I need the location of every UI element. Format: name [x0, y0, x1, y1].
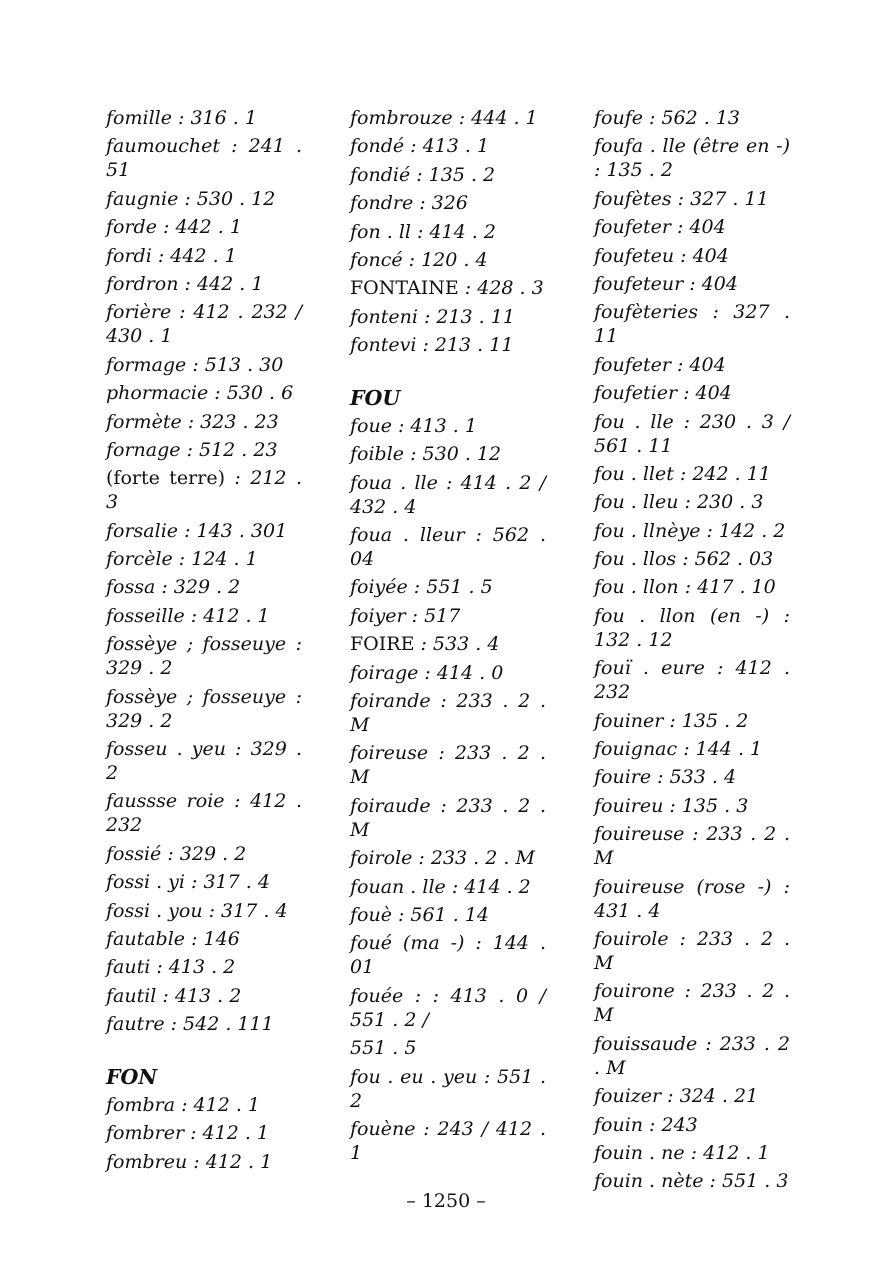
entry-text: foué (ma -) : 144 . 01: [350, 932, 546, 979]
entry-text: fon . ll : 414 . 2: [350, 220, 496, 243]
index-entry: [106, 604, 302, 628]
index-entry: [594, 353, 790, 377]
index-entry: [106, 927, 302, 951]
entry-text: fautable : 146: [106, 927, 240, 950]
index-entry: [106, 1150, 302, 1174]
entry-text: forcèle : 124 . 1: [106, 548, 258, 571]
index-entry: [106, 870, 302, 894]
entry-text: : 428 . 3: [458, 277, 544, 300]
index-entry: [594, 187, 790, 211]
index-entry: [594, 134, 790, 182]
entry-text: fou . llon (en -) : 132 . 12: [594, 604, 790, 651]
entry-text: foufetier : 404: [594, 382, 732, 405]
index-entry: [106, 353, 302, 377]
entry-text: fontevi : 213 . 11: [350, 334, 514, 357]
index-entry: [350, 442, 546, 466]
entry-text: fossié : 329 . 2: [106, 842, 247, 865]
entry-text: fouiner : 135 . 2: [594, 709, 749, 732]
entry-text: fouée : : 413 . 0 / 551 . 2 /: [350, 984, 546, 1031]
index-entry: [350, 794, 546, 842]
entry-text: fauti : 413 . 2: [106, 956, 236, 979]
index-entry: [350, 220, 546, 244]
index-entry: [350, 191, 546, 215]
entry-text: fouire : 533 . 4: [594, 766, 737, 789]
page-number: – 1250 –: [406, 1190, 486, 1212]
index-entry: [350, 523, 546, 571]
index-entry: [106, 842, 302, 866]
index-entry: [350, 163, 546, 187]
index-entry: [106, 955, 302, 979]
entry-text: faussse roie : 412 . 232: [106, 790, 302, 837]
index-entry: [350, 1036, 546, 1060]
section-spacer: [350, 362, 546, 386]
index-entry: [350, 305, 546, 329]
entry-text: fou . llnèye : 142 . 2: [594, 519, 786, 542]
entry-text: foua . lle : 414 . 2 / 432 . 4: [350, 471, 546, 518]
entry-text: foible : 530 . 12: [350, 443, 502, 466]
entry-text: fombra : 412 . 1: [106, 1093, 261, 1116]
index-entry: [594, 300, 790, 348]
entry-text: fomille : 316 . 1: [106, 107, 257, 129]
entry-text: fouène : 243 / 412 . 1: [350, 1117, 546, 1164]
entry-text: fordi : 442 . 1: [106, 244, 237, 267]
entry-text: fossi . you : 317 . 4: [106, 899, 288, 922]
index-entry: [594, 381, 790, 405]
entry-text: fouireuse (rose -) : 431 . 4: [594, 875, 790, 922]
entry-headword-roman: FOIRE: [350, 633, 415, 656]
entry-text: fordron : 442 . 1: [106, 272, 264, 295]
entry-text: fou . lleu : 230 . 3: [594, 491, 764, 514]
entry-text: fouignac : 144 . 1: [594, 738, 763, 761]
entry-text: foufeteu : 404: [594, 244, 729, 267]
index-entry: [106, 575, 302, 599]
entry-text: forde : 442 . 1: [106, 216, 242, 239]
index-entry: [594, 604, 790, 652]
entry-text: foufeter : 404: [594, 216, 726, 239]
entry-text: fouireuse : 233 . 2 . M: [594, 823, 790, 870]
index-entry: [350, 984, 546, 1032]
entry-text: fossi . yi : 317 . 4: [106, 871, 270, 894]
index-entry: [594, 1113, 790, 1137]
index-entry: [350, 333, 546, 357]
entry-text: fou . llos : 562 . 03: [594, 548, 774, 571]
index-entry: [594, 979, 790, 1027]
index-entry: [350, 632, 546, 656]
entry-text: fouin . ne : 412 . 1: [594, 1141, 770, 1164]
index-entry: [106, 1012, 302, 1036]
entry-text: foirage : 414 . 0: [350, 661, 504, 684]
index-column-2: [350, 106, 546, 1169]
entry-text: fornage : 512 . 23: [106, 438, 278, 461]
index-entry: [350, 741, 546, 789]
index-entry: [106, 899, 302, 923]
index-entry: [594, 927, 790, 975]
index-entry: [594, 215, 790, 239]
index-entry: [350, 1065, 546, 1113]
index-entry: [350, 414, 546, 438]
index-entry: [106, 272, 302, 296]
index-entry: [594, 519, 790, 543]
index-entry: [106, 789, 302, 837]
entry-text: foufèteries : 327 . 11: [594, 301, 790, 348]
entry-text: foufeteur : 404: [594, 272, 738, 295]
entry-text: foiraude : 233 . 2 . M: [350, 794, 546, 841]
index-entry: [594, 709, 790, 733]
index-entry: [106, 106, 302, 130]
index-entry: [594, 875, 790, 923]
index-entry: [594, 575, 790, 599]
index-entry: [594, 822, 790, 870]
entry-text: formage : 513 . 30: [106, 353, 284, 376]
entry-text: fou . lle : 230 . 3 / 561 . 11: [594, 410, 790, 457]
entry-text: foncé : 120 . 4: [350, 248, 488, 271]
index-entry: [106, 300, 302, 348]
index-column-3: [594, 106, 790, 1198]
index-column-1: [106, 106, 302, 1178]
entry-text: phormacie : 530 . 6: [106, 382, 294, 405]
index-entry: [594, 1141, 790, 1165]
index-entry: [594, 547, 790, 571]
index-entry: [350, 661, 546, 685]
index-entry: [594, 272, 790, 296]
section-spacer: [106, 1041, 302, 1065]
index-entry: [350, 689, 546, 737]
entry-text: fou . llon : 417 . 10: [594, 576, 776, 599]
entry-text: fouirone : 233 . 2 . M: [594, 980, 790, 1027]
index-entry: [594, 656, 790, 704]
index-entry: [594, 410, 790, 458]
index-entry: [106, 1093, 302, 1117]
index-entry: [106, 244, 302, 268]
index-entry: [106, 547, 302, 571]
entry-text: fossa : 329 . 2: [106, 576, 241, 599]
entry-text: foiyée : 551 . 5: [350, 576, 493, 599]
entry-text: fouireu : 135 . 3: [594, 794, 749, 817]
index-entry: [594, 490, 790, 514]
entry-text: fombreu : 412 . 1: [106, 1150, 273, 1173]
entry-text: fouirole : 233 . 2 . M: [594, 927, 790, 974]
entry-text: foiyer : 517: [350, 604, 461, 627]
entry-text: faumouchet : 241 . 51: [106, 135, 302, 182]
entry-text: fouï . eure : 412 . 232: [594, 657, 790, 704]
index-entry: [594, 106, 790, 130]
index-entry: [350, 846, 546, 870]
index-entry: [350, 903, 546, 927]
entry-text: fossèye ; fosseuye : 329 . 2: [106, 685, 302, 732]
index-entry: [350, 106, 546, 130]
entry-headword-roman: (forte terre): [106, 467, 225, 490]
entry-text: foufeter : 404: [594, 353, 726, 376]
entry-text: fondié : 135 . 2: [350, 163, 496, 186]
entry-text: 551 . 5: [350, 1037, 417, 1060]
entry-text: foua . lleur : 562 . 04: [350, 524, 546, 571]
entry-text: fou . eu . yeu : 551 . 2: [350, 1065, 546, 1112]
index-entry: [350, 134, 546, 158]
index-entry: [106, 381, 302, 405]
index-entry: [106, 187, 302, 211]
entry-text: foufe : 562 . 13: [594, 107, 741, 129]
entry-text: foufa . lle (être en -) : 135 . 2: [594, 135, 790, 182]
entry-text: foireuse : 233 . 2 . M: [350, 742, 546, 789]
index-entry: [106, 737, 302, 785]
index-entry: [594, 1032, 790, 1080]
index-entry: [350, 604, 546, 628]
index-entry: [350, 276, 546, 300]
section-heading: FOU: [350, 385, 401, 410]
index-entry: [106, 215, 302, 239]
index-entry: [106, 632, 302, 680]
index-entry: [594, 462, 790, 486]
entry-text: forière : 412 . 232 / 430 . 1: [106, 301, 302, 348]
entry-text: fouissaude : 233 . 2 . M: [594, 1032, 790, 1079]
entry-text: fossèye ; fosseuye : 329 . 2: [106, 633, 302, 680]
entry-text: foue : 413 . 1: [350, 414, 477, 437]
entry-text: forsalie : 143 . 301: [106, 519, 288, 542]
entry-text: fombrouze : 444 . 1: [350, 107, 538, 129]
entry-text: foirole : 233 . 2 . M: [350, 847, 535, 870]
index-entry: [350, 471, 546, 519]
entry-text: fouè : 561 . 14: [350, 903, 489, 926]
index-entry: [350, 575, 546, 599]
entry-text: fouan . lle : 414 . 2: [350, 875, 531, 898]
entry-headword-roman: FONTAINE: [350, 277, 459, 300]
index-entry: [106, 438, 302, 462]
entry-text: fondé : 413 . 1: [350, 135, 490, 158]
index-entry: [350, 931, 546, 979]
entry-text: fombrer : 412 . 1: [106, 1122, 270, 1145]
section-heading: FON: [106, 1064, 158, 1089]
entry-text: foirande : 233 . 2 . M: [350, 690, 546, 737]
index-entry: [106, 984, 302, 1008]
index-entry: [350, 1117, 546, 1165]
index-entry: [594, 1084, 790, 1108]
index-entry: [350, 248, 546, 272]
entry-text: fondre : 326: [350, 192, 468, 215]
entry-text: fou . llet : 242 . 11: [594, 462, 771, 485]
entry-text: fouizer : 324 . 21: [594, 1085, 759, 1108]
index-entry: [106, 410, 302, 434]
entry-text: fouin . nète : 551 . 3: [594, 1170, 789, 1193]
entry-text: : 533 . 4: [414, 633, 500, 656]
entry-text: fosseille : 412 . 1: [106, 604, 270, 627]
index-entry: [106, 519, 302, 543]
entry-text: foufètes : 327 . 11: [594, 187, 769, 210]
index-entry: [106, 1121, 302, 1145]
index-entry: [594, 794, 790, 818]
index-entry: [106, 685, 302, 733]
index-entry: [106, 466, 302, 514]
entry-text: fouin : 243: [594, 1113, 698, 1136]
entry-text: : 212 . 3: [106, 467, 302, 514]
entry-text: fonteni : 213 . 11: [350, 305, 515, 328]
entry-text: fautre : 542 . 111: [106, 1013, 274, 1036]
entry-text: fautil : 413 . 2: [106, 984, 242, 1007]
index-entry: [594, 244, 790, 268]
index-entry: [594, 765, 790, 789]
entry-text: fosseu . yeu : 329 . 2: [106, 738, 302, 785]
index-entry: [106, 134, 302, 182]
index-entry: [350, 875, 546, 899]
index-entry: [594, 737, 790, 761]
entry-text: faugnie : 530 . 12: [106, 187, 276, 210]
entry-text: formète : 323 . 23: [106, 410, 279, 433]
